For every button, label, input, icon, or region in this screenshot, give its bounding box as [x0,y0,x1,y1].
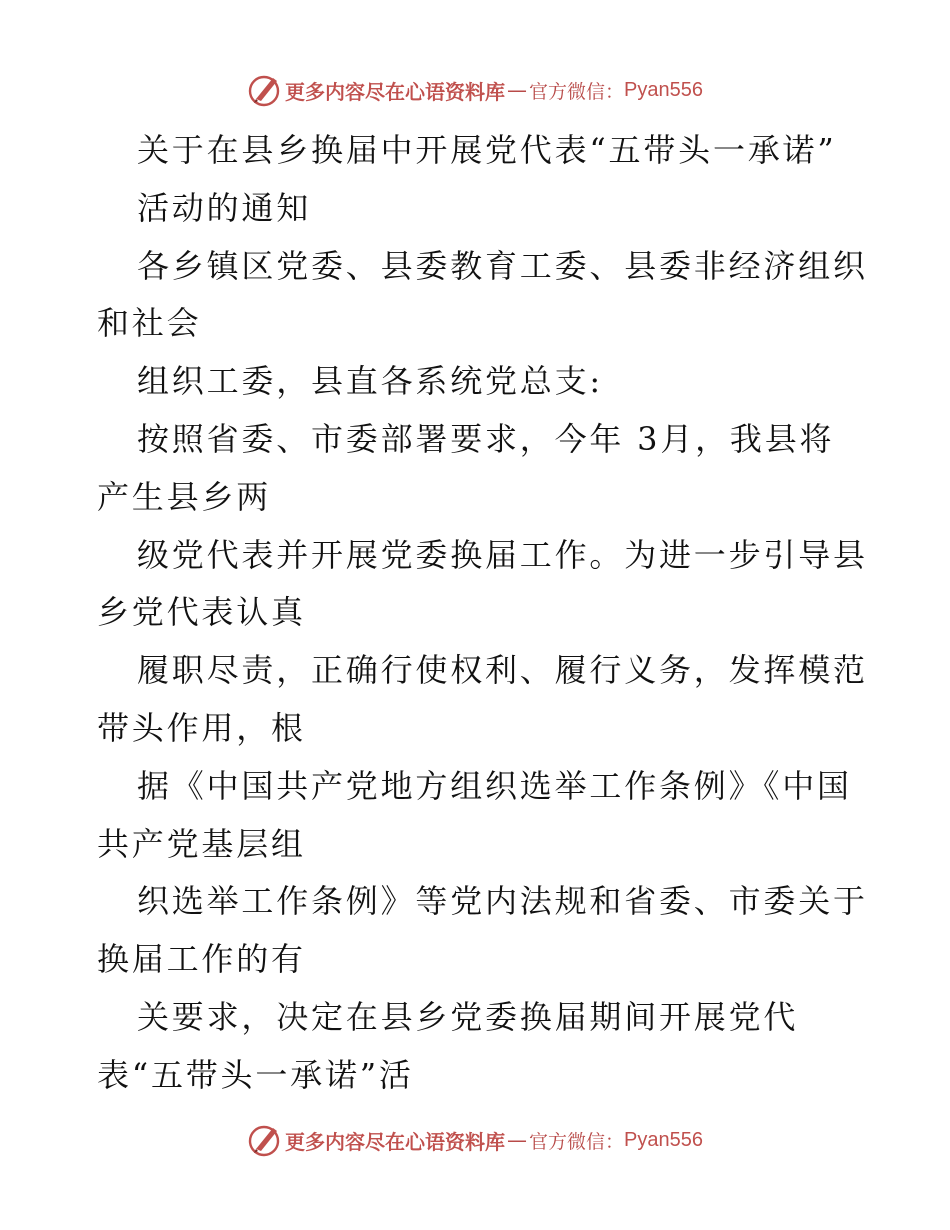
text-line: 织选举工作条例》等党内法规和省委、市委关于 [137,882,868,921]
text-line: 和社会 [97,304,202,343]
text-line: 乡党代表认真 [97,593,306,632]
text-line: 共产党基层组 [97,824,306,863]
text-line: 级党代表并开展党委换届工作。为进一步引导县 [137,535,868,574]
banner-dash: — [507,78,527,102]
banner-main-text: 更多内容尽在心语资料库 [285,79,505,104]
banner-dash: — [507,1128,527,1152]
document-body [97,122,868,1105]
text-line: 关于在县乡换届中开展党代表“五带头一承诺” [137,131,837,169]
header-banner [0,70,950,110]
footer-banner [0,1120,950,1160]
text-line: 按照省委、市委部署要求，今年 3月，我县将 [137,419,835,458]
text-line: 履职尽责，正确行使权利、履行义务，发挥模范 [137,651,868,690]
banner-main-text: 更多内容尽在心语资料库 [285,1129,505,1154]
text-line: 据《中国共产党地方组织选举工作条例》《中国 [137,766,852,805]
banner-wechat-label: 官方微信： [529,1130,625,1153]
banner-wechat-id: Pyan556 [624,78,703,101]
text-line: 关要求，决定在县乡党委换届期间开展党代 [137,997,799,1036]
text-line: 各乡镇区党委、县委教育工委、县委非经济组织 [137,246,868,285]
text-line: 产生县乡两 [97,477,272,516]
text-line: 活动的通知 [137,188,312,227]
text-line: 组织工委，县直各系统党总支: [137,362,603,401]
text-line: 换届工作的有 [97,940,306,979]
text-line: 带头作用，根 [97,708,306,747]
quill-pen-logo-icon [247,72,283,108]
text-line: 表“五带头一承诺”活 [97,1055,414,1094]
banner-wechat-label: 官方微信： [529,80,625,103]
quill-pen-logo-icon [247,1122,283,1158]
banner-wechat-id: Pyan556 [624,1128,703,1151]
